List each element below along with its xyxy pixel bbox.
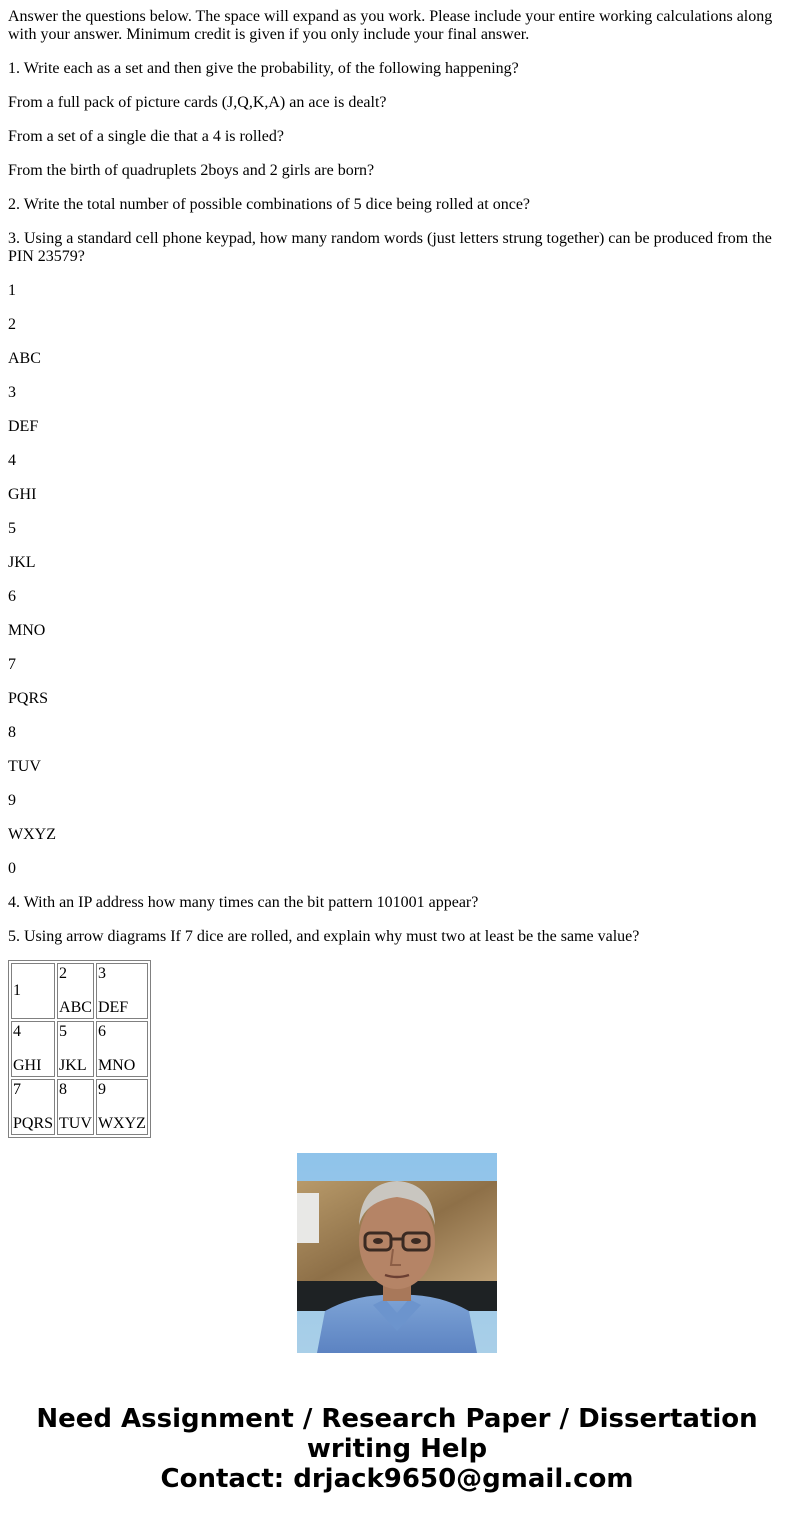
keypad-row: [11, 1021, 148, 1077]
keypad-list-item: 5: [8, 520, 16, 537]
tutor-portrait-image: [297, 1153, 497, 1353]
keypad-number: 2: [59, 965, 68, 982]
keypad-list-item: JKL: [8, 554, 36, 571]
promo-banner: [0, 1404, 794, 1494]
keypad-letters: ABC: [59, 999, 92, 1016]
promo-line-1: Need Assignment / Research Paper / Dissertation: [36, 1404, 758, 1434]
keypad-list-item: 0: [8, 860, 16, 877]
question-2: 2. Write the total number of possible combinations of 5 dice being rolled at once?: [8, 196, 531, 213]
keypad-letters: JKL: [59, 1057, 87, 1074]
keypad-table: [8, 960, 151, 1138]
keypad-number: 6: [97, 1023, 106, 1040]
keypad-letters: PQRS: [13, 1115, 54, 1132]
keypad-letters: WXYZ: [97, 1115, 146, 1132]
keypad-cell: [57, 1079, 94, 1135]
document-content: [8, 0, 786, 1132]
tutor-avatar: [297, 1153, 497, 1353]
keypad-list-item: WXYZ: [8, 826, 56, 843]
keypad-number: 9: [97, 1081, 106, 1098]
keypad-cell: [57, 963, 94, 1019]
promo-line-2: writing Help: [306, 1434, 488, 1464]
keypad-cell: [57, 1021, 94, 1077]
keypad-letters: TUV: [59, 1115, 92, 1132]
promo-contact: Contact: drjack9650@gmail.com: [160, 1464, 634, 1494]
keypad-row: [11, 1079, 148, 1135]
keypad-list-item: 7: [8, 656, 16, 673]
keypad-letters: DEF: [97, 999, 129, 1016]
keypad-list-item: 1: [8, 282, 16, 299]
question-1c: From the birth of quadruplets 2boys and 2 girls are born?: [8, 162, 375, 179]
keypad-cell: [96, 963, 148, 1019]
keypad-list-item: GHI: [8, 486, 37, 503]
keypad-list-item: 8: [8, 724, 16, 741]
keypad-cell: [11, 1079, 55, 1135]
question-1: 1. Write each as a set and then give the probability, of the following happening?: [8, 60, 519, 77]
question-1a: From a full pack of picture cards (J,Q,K,A) an ace is dealt?: [8, 94, 387, 111]
keypad-list-item: 6: [8, 588, 16, 605]
keypad-number: 3: [97, 965, 106, 982]
keypad-number: 7: [13, 1081, 21, 1098]
keypad-number: 4: [13, 1023, 21, 1040]
keypad-cell: [11, 1021, 55, 1077]
keypad-cell: [11, 963, 55, 1019]
keypad-list-item: 4: [8, 452, 16, 469]
keypad-row: [11, 963, 148, 1019]
keypad-cell: [96, 1021, 148, 1077]
keypad-cell: [96, 1079, 148, 1135]
keypad-list-item: PQRS: [8, 690, 49, 707]
question-3: 3. Using a standard cell phone keypad, how many random words (just letters strung together) can be produced from the PIN 23579?: [8, 230, 772, 265]
question-5: 5. Using arrow diagrams If 7 dice are rolled, and explain why must two at least be the same value?: [8, 928, 640, 945]
question-4: 4. With an IP address how many times can the bit pattern 101001 appear?: [8, 894, 479, 911]
keypad-list-item: 3: [8, 384, 16, 401]
keypad-list-item: DEF: [8, 418, 39, 435]
question-1b: From a set of a single die that a 4 is rolled?: [8, 128, 284, 145]
keypad-list-item: 9: [8, 792, 16, 809]
keypad-list-item: TUV: [8, 758, 41, 775]
keypad-number: 5: [59, 1023, 68, 1040]
intro-text: Answer the questions below. The space will expand as you work. Please include your entire working calculations along with your answer. Minimum credit is given if you only include your final answer.: [8, 8, 773, 43]
keypad-letters: GHI: [13, 1057, 42, 1074]
keypad-list-item: ABC: [8, 350, 41, 367]
keypad-list-item: MNO: [8, 622, 46, 639]
keypad-list-item: 2: [8, 316, 16, 333]
keypad-number: 8: [59, 1081, 68, 1098]
keypad-number: 1: [13, 982, 21, 999]
keypad-letters: MNO: [97, 1057, 136, 1074]
